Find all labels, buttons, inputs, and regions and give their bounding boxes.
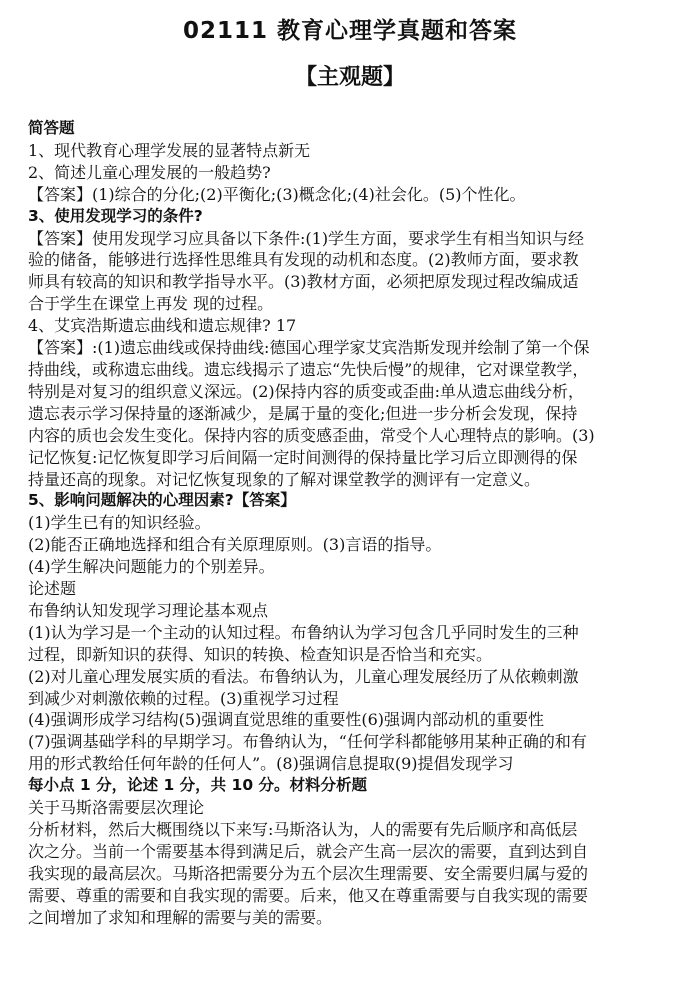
text-line: 【答案】:(1)遗忘曲线或保持曲线:德国心理学家艾宾浩斯发现并绘制了第一个保 <box>28 338 590 358</box>
text-line: 持量还高的现象。对记忆恢复现象的了解对课堂教学的测评有一定意义。 <box>28 469 541 489</box>
text-line: 遗忘表示学习保持量的逐渐减少，是属于量的变化;但进一步分析会发现，保持 <box>28 403 578 423</box>
section-heading: 【主观题】 <box>294 65 405 90</box>
text-line: (2)对儿童心理发展实质的看法。布鲁纳认为，儿童心理发展经历了从依赖刺激 <box>28 666 579 686</box>
text-line: 每小点 1 分，论述 1 分，共 10 分。材料分析题 <box>28 776 368 795</box>
text-line: 次之分。当前一个需要基本得到满足后，就会产生高一层次的需要，直到达到自 <box>28 841 589 861</box>
text-line: 需要、尊重的需要和自我实现的需要。后来，他又在尊重需要与自我实现的需要 <box>28 885 589 905</box>
text-line: 用的形式教给任何年龄的任何人”。(8)强调信息提取(9)提倡发现学习 <box>28 754 514 774</box>
text-line: 师具有较高的知识和教学指导水平。(3)教材方面，必须把原发现过程改编成适 <box>28 272 579 292</box>
text-line: (7)强调基础学科的早期学习。布鲁纳认为，“任何学科都能够用某种正确的和有 <box>28 732 587 752</box>
text-line: 3、使用发现学习的条件? <box>28 206 203 225</box>
text-line: 【答案】使用发现学习应具备以下条件:(1)学生方面，要求学生有相当知识与经 <box>28 228 585 248</box>
text-line: 过程，即新知识的获得、知识的转换、检查知识是否恰当和充实。 <box>28 644 493 664</box>
text-line: 内容的质也会发生变化。保持内容的质变感歪曲，常受个人心理特点的影响。(3) <box>28 425 595 445</box>
text-line: 验的储备，能够进行选择性思维具有发现的动机和态度。(2)教师方面，要求教 <box>28 250 579 270</box>
text-line: (1)认为学习是一个主动的认知过程。布鲁纳认为学习包含几乎同时发生的三种 <box>28 622 579 642</box>
text-line: 到减少对刺激依赖的过程。(3)重视学习过程 <box>28 688 339 708</box>
text-line: (2)能否正确地选择和组合有关原理原则。(3)言语的指导。 <box>28 535 442 555</box>
document-body <box>28 118 676 929</box>
text-line: 记忆恢复:记忆恢复即学习后间隔一定时间测得的保持量比学习后立即测得的保 <box>28 447 578 467</box>
text-line: 4、艾宾浩斯遗忘曲线和遗忘规律? 17 <box>28 316 297 336</box>
text-line: 持曲线，或称遗忘曲线。遗忘线揭示了遗忘“先快后慢”的规律，它对课堂教学， <box>28 359 589 379</box>
text-line: 分析材料，然后大概围绕以下来写:马斯洛认为，人的需要有先后顺序和高低层 <box>28 820 578 839</box>
text-line: (1)学生已有的知识经验。 <box>28 513 211 533</box>
text-line: 1、现代教育心理学发展的显著特点新无 <box>28 140 311 160</box>
text-line: 之间增加了求知和理解的需要与美的需要。 <box>28 907 333 927</box>
text-line: 【答案】(1)综合的分化;(2)平衡化;(3)概念化;(4)社会化。(5)个性化。 <box>28 184 526 204</box>
text-line: 论述题 <box>28 579 77 599</box>
text-line: 我实现的最高层次。马斯洛把需要分为五个层次生理需要、安全需要归属与爱的 <box>28 863 589 883</box>
text-line: 5、影响问题解决的心理因素?【答案】 <box>28 491 296 510</box>
text-line: (4)学生解决问题能力的个别差异。 <box>28 557 275 577</box>
text-line: 简答题 <box>28 119 75 137</box>
text-line: (4)强调形成学习结构(5)强调直觉思维的重要性(6)强调内部动机的重要性 <box>28 710 544 730</box>
text-line: 合于学生在课堂上再发 现的过程。 <box>28 294 274 314</box>
text-line: 布鲁纳认知发现学习理论基本观点 <box>28 600 269 620</box>
text-line: 关于马斯洛需要层次理论 <box>28 798 205 818</box>
text-line: 2、简述儿童心理发展的一般趋势? <box>28 162 271 182</box>
text-line: 特别是对复习的组织意义深远。(2)保持内容的质变或歪曲:单从遗忘曲线分析， <box>28 381 585 401</box>
document-title: 02111 教育心理学真题和答案 <box>182 18 518 44</box>
